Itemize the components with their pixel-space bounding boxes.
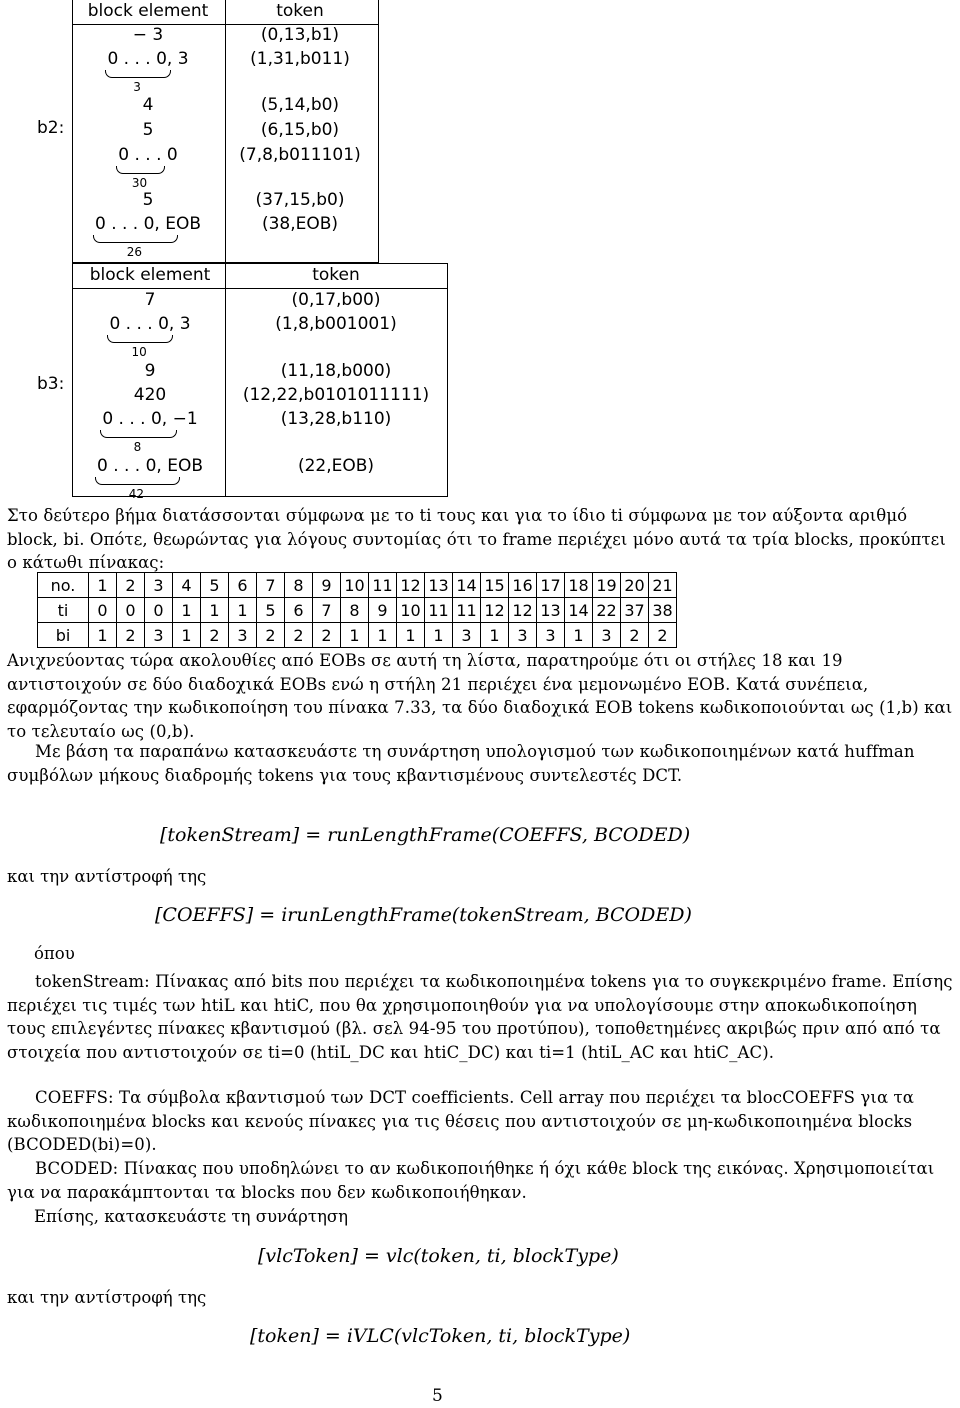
grid-cell: 12	[509, 598, 537, 623]
inverse-label-1: και την αντίστροφή της	[7, 867, 207, 886]
underbrace-count: 42	[128, 487, 144, 501]
grid-cell: 17	[537, 573, 565, 598]
b2-row-token: (37,15,b0)	[255, 190, 345, 210]
grid-cell: 8	[285, 573, 313, 598]
definition-tokenstream: tokenStream: Πίνακας από bits που περιέχει τα κωδικοποιημένα tokens για το συγκεκριμένο frame. Επίσης περιέχει τις τιμές των htiL και htiC, που θα χρησιμοποιηθούν για να υπολογίσουμε στην αποκωδικοποίηση τους επιλεγέντες πίνακες κβαντισμού (βλ. σελ 94-95 του προτύπου), τοποθετημένες ακριβώς πριν από από τα στοιχεία που αντιστοιχούν σε ti=0 (htiL_DC και htiC_DC) και ti=1 (htiL_AC και htiC_AC).	[7, 972, 953, 1062]
paragraph-ordering: Στο δεύτερο βήμα διατάσσονται σύμφωνα με το ti τους και για το ίδιο ti σύμφωνα με τον αύξοντα αριθμό block, bi. Οπότε, θεωρώντας για λόγους συντομίας ότι το frame περιέχει μόνο αυτά τα τρία blocks, προκύπτει ο κάτωθι πίνακας:	[7, 506, 946, 572]
grid-cell: 3	[509, 623, 537, 648]
definition-coeffs: COEFFS: Τα σύμβολα κβαντισμού των DCT coefficients. Cell array που περιέχει τα blocCOEFFS για τα κωδικοποιημένα blocks και κενούς πίνακες για τις θέσεις που αντιστοιχούν σε μη-κωδικοποιημένα blocks (BCODED(bi)=0).	[7, 1088, 915, 1154]
underbrace-count: 26	[126, 245, 142, 259]
b3-row-element: 9	[144, 361, 156, 381]
grid-cell: 12	[481, 598, 509, 623]
underbrace	[100, 430, 176, 438]
underbrace	[93, 235, 178, 243]
grid-cell: 8	[341, 598, 369, 623]
b3-row-element: 420	[133, 385, 167, 405]
grid-cell: 2	[621, 623, 649, 648]
grid-cell: 15	[481, 573, 509, 598]
b2-row-element: 4	[142, 95, 154, 115]
grid-cell: 5	[201, 573, 229, 598]
grid-cell: 1	[565, 623, 593, 648]
grid-cell: 9	[369, 598, 397, 623]
grid-cell: 3	[593, 623, 621, 648]
b3-row-token: (13,28,b110)	[280, 409, 392, 429]
grid-cell: 3	[145, 623, 173, 648]
grid-cell: 11	[425, 598, 453, 623]
grid-cell: 0	[89, 598, 117, 623]
grid-cell: 20	[621, 573, 649, 598]
b3-row-token: (12,22,b0101011111)	[242, 385, 430, 405]
grid-cell: 11	[453, 598, 481, 623]
paragraph-eob: Ανιχνεύοντας τώρα ακολουθίες από EOBs σε αυτή τη λίστα, παρατηρούμε ότι οι στήλες 18 και 19 αντιστοιχούν σε δύο διαδοχικά EOBs ενώ η στήλη 21 περιέχει ένα μεμονωμένο EOB. Κατά συνέπεια, εφαρμόζοντας την κωδικοποίηση του πίνακα 7.33, τα δύο διαδοχικά EOB tokens κωδικοποιούνται ως (1,b) και το τελευταίο ως (0,b).	[7, 651, 953, 741]
b3-row-element: 0 . . . 0, EOB	[96, 456, 204, 476]
grid-cell: 2	[117, 623, 145, 648]
underbrace-count: 30	[131, 176, 148, 190]
grid-cell: 12	[397, 573, 425, 598]
grid-cell: 2	[313, 623, 341, 648]
b2-row-element: 5	[142, 120, 154, 140]
grid-cell: 2	[649, 623, 677, 648]
grid-cell: 7	[257, 573, 285, 598]
grid-row	[38, 623, 677, 648]
b3-row-element: 0 . . . 0, 3	[109, 314, 191, 334]
grid-cell: 7	[313, 598, 341, 623]
grid-cell: 3	[537, 623, 565, 648]
grid-cell: 1	[369, 623, 397, 648]
grid-cell: 0	[145, 598, 173, 623]
b3-header-token: token	[312, 265, 360, 285]
b2-divider	[225, 0, 226, 262]
grid-cell: 16	[509, 573, 537, 598]
grid-cell: 1	[173, 598, 201, 623]
grid-row-header: no.	[38, 573, 89, 598]
page-number: 5	[432, 1386, 443, 1406]
inverse-label-2: και την αντίστροφή της	[7, 1288, 207, 1307]
grid-cell: 1	[89, 623, 117, 648]
grid-row-header: bi	[38, 623, 89, 648]
b2-header-element: block element	[87, 1, 209, 21]
b2-row-element: 5	[142, 190, 154, 210]
grid-cell: 13	[425, 573, 453, 598]
grid-cell: 18	[565, 573, 593, 598]
b2-row-element: 0 . . . 0, 3	[107, 49, 189, 69]
grid-cell: 11	[369, 573, 397, 598]
b2-header-token: token	[276, 1, 324, 21]
grid-cell: 1	[341, 623, 369, 648]
underbrace-count: 10	[131, 345, 147, 359]
grid-cell: 1	[425, 623, 453, 648]
underbrace	[116, 166, 164, 174]
grid-cell: 22	[593, 598, 621, 623]
b2-row-element: 0 . . . 0, EOB	[94, 214, 202, 234]
grid-cell: 13	[537, 598, 565, 623]
b2-row-token: (6,15,b0)	[260, 120, 340, 140]
grid-cell: 1	[173, 623, 201, 648]
b2-label: b2:	[37, 118, 65, 138]
equation-irunlength: [COEFFS] = irunLengthFrame(tokenStream, BCODED)	[155, 904, 692, 926]
grid-cell: 37	[621, 598, 649, 623]
definition-bcoded: BCODED: Πίνακας που υποδηλώνει το αν κωδικοποιήθηκε ή όχι κάθε block της εικόνας. Χρησιμοποιείται για να παρακάμπτονται τα blocks που δεν κωδικοποιήθηκαν.	[7, 1159, 935, 1202]
underbrace-count: 3	[133, 80, 141, 94]
grid-cell: 2	[285, 623, 313, 648]
grid-cell: 2	[117, 573, 145, 598]
grid-cell: 14	[565, 598, 593, 623]
grid-cell: 2	[201, 623, 229, 648]
grid-cell: 3	[145, 573, 173, 598]
b3-row-token: (0,17,b00)	[291, 290, 381, 310]
underbrace	[107, 335, 172, 343]
grid-cell: 6	[229, 573, 257, 598]
equation-vlc: [vlcToken] = vlc(token, ti, blockType)	[258, 1245, 619, 1267]
grid-cell: 10	[341, 573, 369, 598]
grid-row-header: ti	[38, 598, 89, 623]
paragraph-task: Με βάση τα παραπάνω κατασκευάστε τη συνάρτηση υπολογισμού των κωδικοποιημένων κατά huffman συμβόλων μήκους διαδρομής tokens για τους κβαντισμένους συντελεστές DCT.	[7, 742, 915, 785]
b3-row-token: (22,EOB)	[297, 456, 375, 476]
underbrace	[95, 477, 180, 485]
grid-cell: 19	[593, 573, 621, 598]
b2-row-token: (1,31,b011)	[250, 49, 350, 69]
b3-row-element: 7	[144, 290, 156, 310]
grid-row	[38, 598, 677, 623]
underbrace	[105, 70, 170, 78]
grid-cell: 14	[453, 573, 481, 598]
grid-cell: 3	[453, 623, 481, 648]
equation-ivlc: [token] = iVLC(vlcToken, ti, blockType)	[250, 1325, 631, 1347]
b2-row-token: (0,13,b1)	[260, 25, 340, 45]
grid-cell: 1	[201, 598, 229, 623]
b3-header-line	[72, 288, 447, 289]
where-label: όπου	[34, 944, 75, 963]
grid-cell: 10	[397, 598, 425, 623]
also-label: Επίσης, κατασκευάστε τη συνάρτηση	[34, 1207, 349, 1226]
grid-cell: 5	[257, 598, 285, 623]
grid-cell: 38	[649, 598, 677, 623]
b3-row-token: (1,8,b001001)	[275, 314, 397, 334]
b2-row-token: (5,14,b0)	[260, 95, 340, 115]
b2-row-token: (38,EOB)	[261, 214, 339, 234]
grid-cell: 1	[89, 573, 117, 598]
token-order-table	[37, 572, 677, 648]
grid-row	[38, 573, 677, 598]
grid-cell: 1	[229, 598, 257, 623]
grid-cell: 21	[649, 573, 677, 598]
b3-row-element: 0 . . . 0, −1	[102, 409, 198, 429]
b2-row-element: − 3	[132, 25, 164, 45]
grid-cell: 2	[257, 623, 285, 648]
b3-header-element: block element	[89, 265, 211, 285]
b3-row-token: (11,18,b000)	[280, 361, 392, 381]
grid-cell: 9	[313, 573, 341, 598]
b3-label: b3:	[37, 374, 65, 394]
grid-cell: 1	[481, 623, 509, 648]
grid-cell: 0	[117, 598, 145, 623]
b2-row-token: (7,8,b011101)	[239, 145, 361, 165]
grid-cell: 1	[397, 623, 425, 648]
b3-divider	[225, 263, 226, 496]
equation-runlength: [tokenStream] = runLengthFrame(COEFFS, BCODED)	[160, 824, 691, 846]
grid-cell: 4	[173, 573, 201, 598]
grid-cell: 3	[229, 623, 257, 648]
grid-cell: 6	[285, 598, 313, 623]
b2-row-element: 0 . . . 0	[118, 145, 178, 165]
underbrace-count: 8	[133, 440, 142, 454]
